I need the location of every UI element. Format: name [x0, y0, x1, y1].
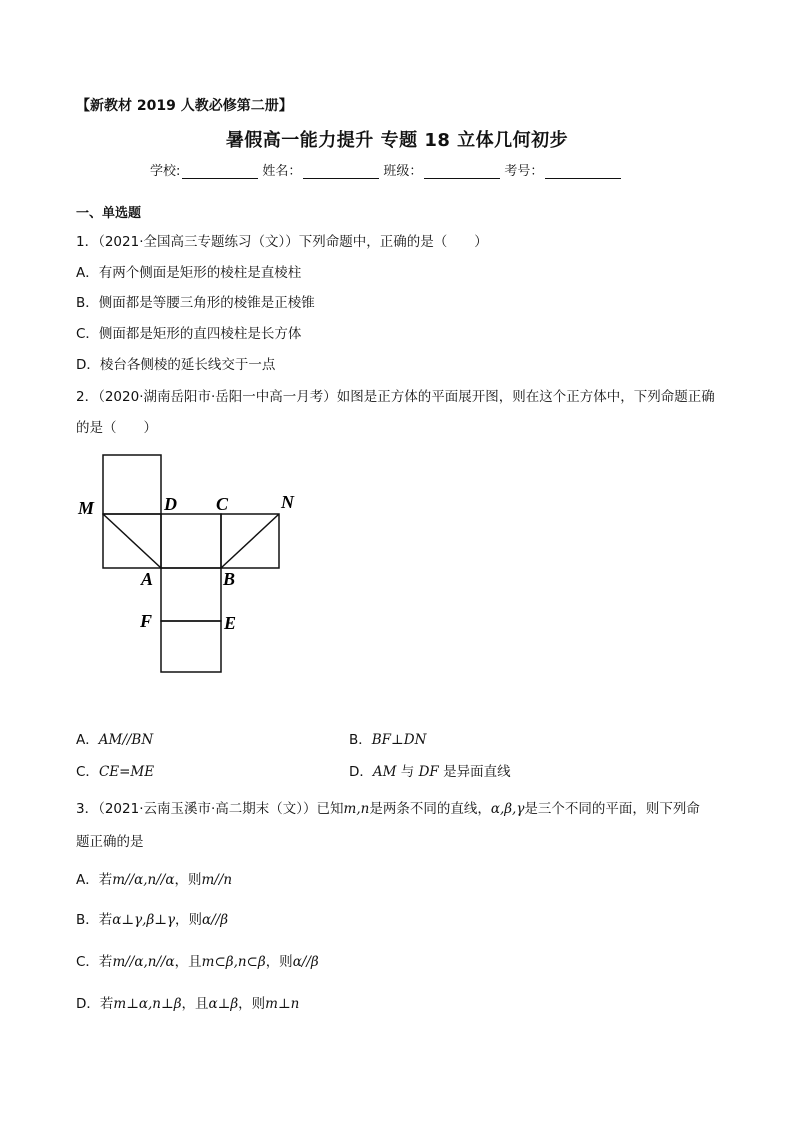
q1-option-b: B．侧面都是等腰三角形的棱锥是正棱锥: [76, 295, 315, 311]
q2-option-d-math1: AM: [372, 764, 397, 780]
q3-option-a-math2: m//n: [201, 872, 233, 888]
q3-option-b-math2: α//β: [202, 912, 229, 928]
label-a: A: [141, 569, 154, 589]
q3-option-c-pre: C．若: [76, 954, 113, 970]
q2-option-d-letter: D．: [349, 764, 373, 780]
label-c: C: [216, 494, 229, 514]
q3-stem-line2: 题正确的是: [76, 834, 144, 850]
label-m: M: [78, 498, 95, 518]
label-f: F: [140, 611, 153, 631]
class-blank[interactable]: [424, 164, 500, 179]
cube-net-lines: [103, 455, 279, 672]
class-label: 班级：: [383, 164, 423, 179]
q3-option-d-mid1: ，且: [181, 996, 209, 1012]
q2-stem-line1: 2．（2020·湖南岳阳市·岳阳一中高一月考）如图是正方体的平面展开图，则在这个正方体中，下列命题正确: [76, 389, 715, 405]
q3-stem-line1: [76, 797, 700, 817]
school-blank[interactable]: [182, 164, 258, 179]
name-blank[interactable]: [303, 164, 379, 179]
q3-stem-part1: 3．（2021·云南玉溪市·高二期末（文））已知: [76, 801, 344, 817]
exam-number-blank[interactable]: [545, 164, 621, 179]
q2-option-c-math: CE=ME: [98, 764, 155, 780]
q2-option-d: [349, 760, 511, 780]
q3-option-a-pre: A．若: [76, 872, 113, 888]
q3-option-d-math3: m⊥n: [265, 996, 300, 1012]
q2-option-a-letter: A．: [76, 732, 99, 748]
q3-option-b-math1: α⊥γ,β⊥γ: [112, 912, 176, 928]
q3-stem-math2: α,β,γ: [490, 801, 525, 817]
q2-option-b-math: BF⊥DN: [371, 732, 427, 748]
q3-option-b-pre: B．若: [76, 912, 113, 928]
edition-tag: 【新教材 2019 人教必修第二册】: [76, 98, 293, 114]
q3-option-c-math3: α//β: [292, 954, 319, 970]
student-info-row: [150, 160, 625, 179]
q3-option-d-pre: D．若: [76, 996, 114, 1012]
q3-option-d-math2: α⊥β: [208, 996, 239, 1012]
q3-option-c-mid1: ，且: [174, 954, 202, 970]
q1-option-c: C．侧面都是矩形的直四棱柱是长方体: [76, 326, 302, 342]
q3-option-c-math1: m//α,n//α: [112, 954, 175, 970]
label-b: B: [223, 569, 236, 589]
q2-option-c: [76, 760, 154, 780]
q3-stem-part2: 是两条不同的直线，: [369, 801, 491, 817]
q2-option-a: [76, 728, 153, 748]
q2-option-b-letter: B．: [349, 732, 372, 748]
label-d: D: [164, 494, 177, 514]
q3-option-b: [76, 908, 228, 928]
q2-option-a-math: AM//BN: [98, 732, 154, 748]
q3-option-d: [76, 992, 299, 1012]
page-title: 暑假高一能力提升 专题 18 立体几何初步: [225, 130, 569, 151]
q3-option-a: [76, 868, 232, 888]
q2-option-d-math2: DF: [418, 764, 439, 780]
q3-option-a-mid: ，则: [174, 872, 202, 888]
q3-stem-math1: m,n: [343, 801, 370, 817]
q1-stem: 1．（2021·全国高三专题练习（文））下列命题中，正确的是（ ）: [76, 234, 488, 250]
label-e: E: [224, 613, 237, 633]
q3-option-d-mid2: ，则: [238, 996, 266, 1012]
q3-option-c-mid2: ，则: [265, 954, 293, 970]
q1-option-d: D．棱台各侧棱的延长线交于一点: [76, 357, 276, 373]
q2-stem-line2: 的是（ ）: [76, 420, 157, 436]
q3-option-c: [76, 950, 319, 970]
q2-option-c-letter: C．: [76, 764, 99, 780]
q2-option-d-mid: 与: [396, 764, 419, 780]
q3-option-d-math1: m⊥α,n⊥β: [113, 996, 182, 1012]
section-heading: 一、单选题: [76, 206, 142, 221]
q2-option-d-suffix: 是异面直线: [438, 764, 511, 780]
q1-option-a: A．有两个侧面是矩形的棱柱是直棱柱: [76, 265, 302, 281]
q3-option-c-math2: m⊂β,n⊂β: [201, 954, 266, 970]
q3-option-a-math1: m//α,n//α: [112, 872, 175, 888]
name-label: 姓名：: [262, 164, 302, 179]
q2-option-b: [349, 728, 426, 748]
q3-option-b-mid: ，则: [175, 912, 203, 928]
exam-number-label: 考号：: [504, 164, 544, 179]
school-label: 学校:: [150, 164, 181, 179]
cube-net-figure: [70, 450, 320, 680]
label-n: N: [281, 492, 294, 512]
q3-stem-part3: 是三个不同的平面，则下列命: [524, 801, 700, 817]
